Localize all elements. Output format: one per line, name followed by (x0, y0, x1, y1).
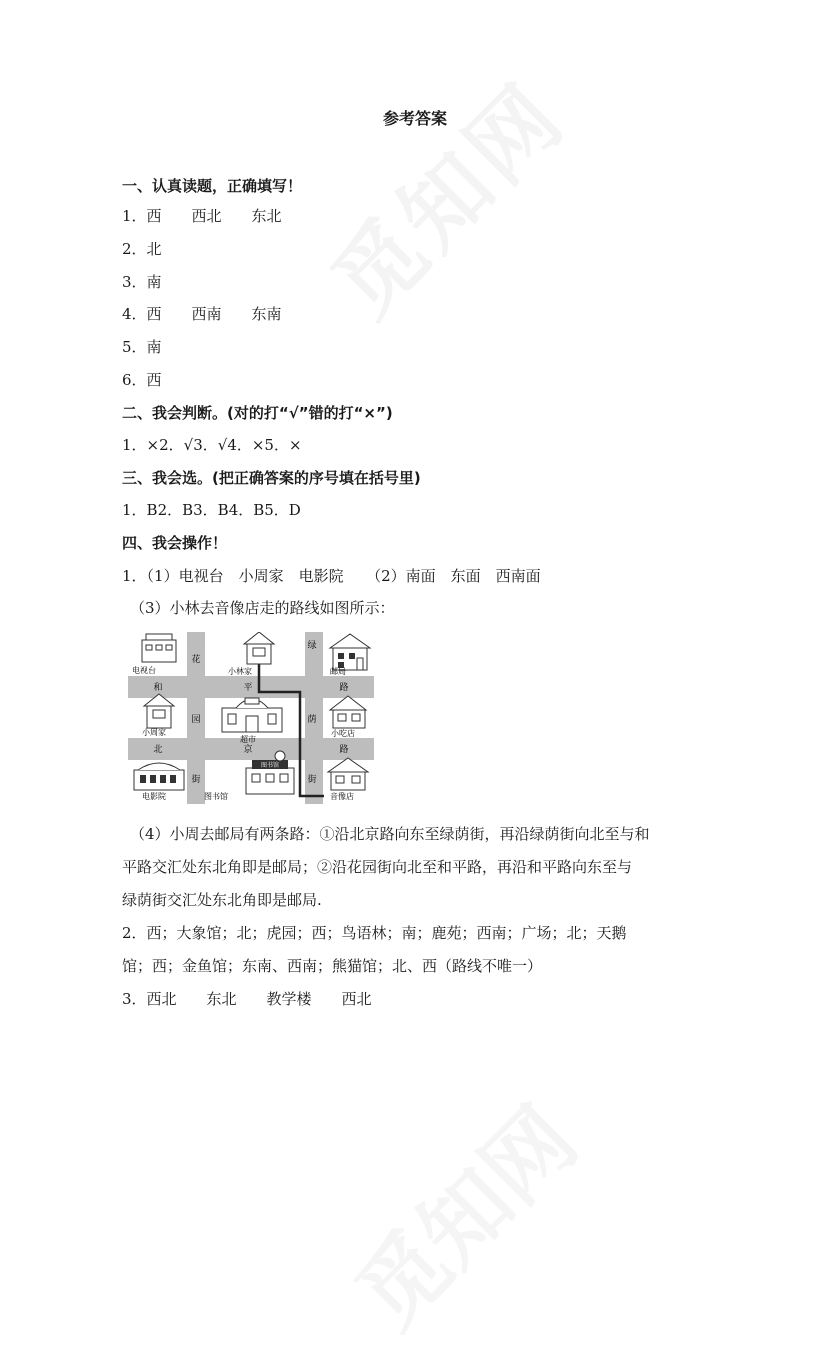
road-label-huayuan-3: 街 (191, 775, 201, 785)
s1-item-2: 2．北 (122, 240, 162, 258)
label-xiaolin: 小林家 (228, 667, 252, 676)
supermarket-building (222, 698, 282, 732)
label-cinema: 电影院 (142, 792, 166, 801)
after-line-4: 2．西；大象馆；北；虎园；西；鸟语林；南；鹿苑；西南；广场；北；天鹅 (122, 924, 627, 942)
road-label-huayuan-1: 花 (191, 655, 201, 665)
road-label-lvyin-1: 绿 (307, 641, 317, 651)
label-library: 图书馆 (204, 792, 228, 801)
s1-item-6: 6．西 (122, 371, 162, 389)
xiaolin-home-building (244, 632, 274, 664)
road-label-lvyin-3: 街 (307, 775, 317, 785)
label-music: 音像店 (330, 792, 354, 801)
section-3-heading: 三、我会选。(把正确答案的序号填在括号里) (122, 469, 421, 487)
label-tv: 电视台 (132, 666, 156, 675)
s1-item-1: 1．西 西北 东北 (122, 207, 282, 225)
road-label-beijing-1: 北 (153, 745, 163, 755)
road-label-lvyin-2: 荫 (307, 715, 317, 725)
label-xiaozhou: 小周家 (142, 728, 166, 737)
road-label-beijing-2: 京 (243, 745, 253, 755)
label-post: 邮局 (330, 667, 346, 676)
page-title: 参考答案 (382, 109, 447, 128)
s2-item-1: 1．×2．√3．√4．×5．× (122, 436, 302, 454)
road-label-heping-3: 路 (339, 683, 349, 693)
road-label-heping-2: 平 (243, 683, 253, 693)
post-office-building (330, 634, 370, 670)
road-label-beijing-3: 路 (339, 745, 349, 755)
watermark-bottom (324, 1075, 600, 1351)
route-map (128, 632, 378, 804)
after-line-1: （4）小周去邮局有两条路：①沿北京路向东至绿荫街，再沿绿荫街向北至与和 (130, 825, 650, 843)
after-line-5: 馆；西；金鱼馆；东南、西南；熊猫馆；北、西（路线不唯一） (122, 957, 543, 975)
after-line-2: 平路交汇处东北角即是邮局；②沿花园街向北至和平路，再沿和平路向东至与 (122, 858, 633, 876)
s4-item-2: （3）小林去音像店走的路线如图所示： (130, 599, 395, 617)
label-market: 超市 (240, 735, 256, 744)
xiaozhou-home-building (144, 694, 174, 728)
s4-item-1: 1．（1）电视台 小周家 电影院 （2）南面 东面 西南面 (122, 567, 541, 585)
road-label-heping-1: 和 (153, 683, 163, 693)
s3-item-1: 1．B2．B3．B4．B5．D (122, 501, 301, 519)
s1-item-3: 3．南 (122, 273, 162, 291)
after-line-3: 绿荫街交汇处东北角即是邮局. (122, 891, 322, 909)
tv-station-building (142, 634, 176, 662)
library-sign: 图书馆 (260, 762, 280, 769)
snack-shop-building (330, 696, 366, 728)
s1-item-4: 4．西 西南 东南 (122, 305, 282, 323)
section-1-heading: 一、认真读题，正确填写！ (122, 177, 303, 195)
after-line-6: 3．西北 东北 教学楼 西北 (122, 990, 372, 1008)
road-label-huayuan-2: 园 (191, 715, 201, 725)
section-2-heading: 二、我会判断。(对的打“√”错的打“×”) (122, 404, 393, 422)
label-snack: 小吃店 (331, 729, 355, 738)
s1-item-5: 5．南 (122, 338, 162, 356)
section-4-heading: 四、我会操作！ (122, 534, 228, 552)
cinema-building (134, 763, 184, 790)
music-shop-building (328, 758, 368, 790)
